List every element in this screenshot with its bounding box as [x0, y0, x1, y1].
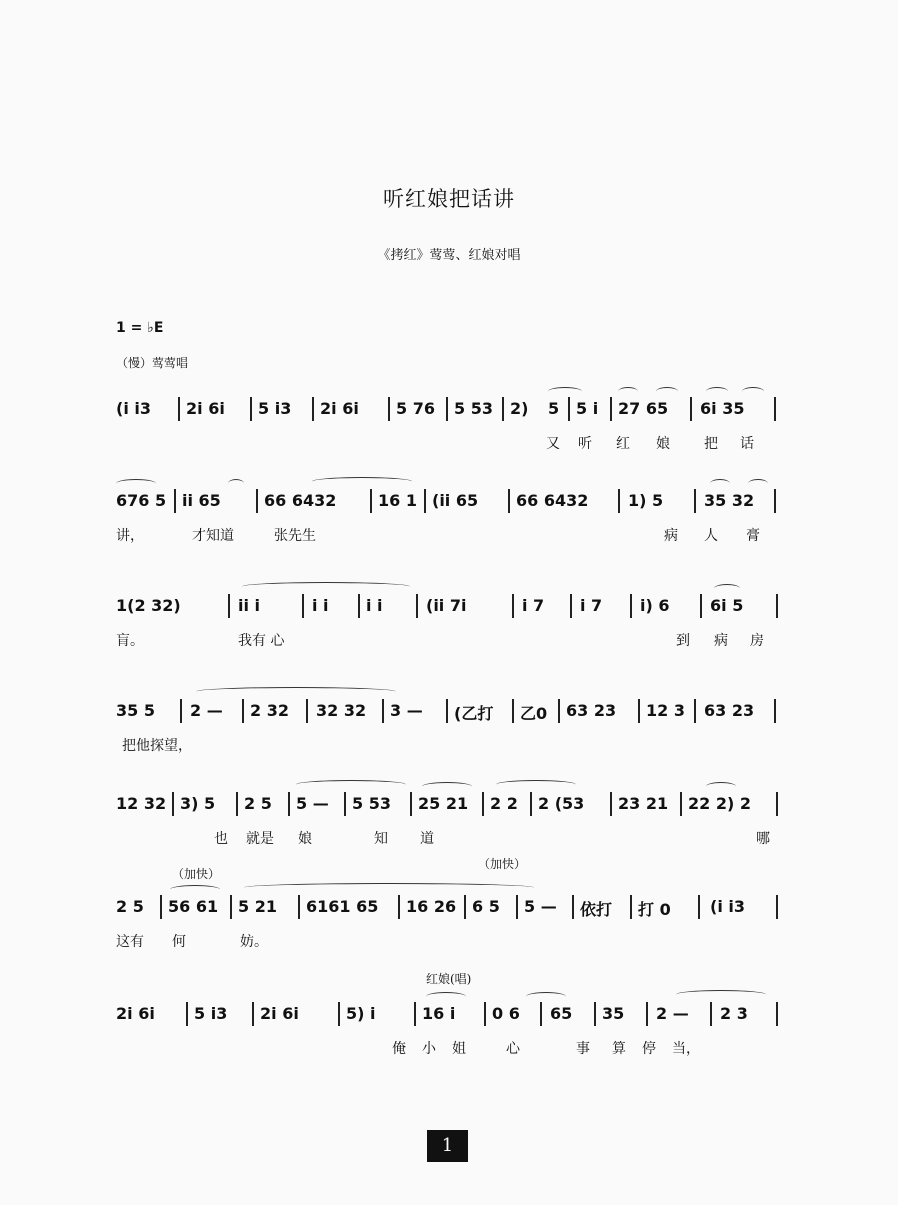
lyric: 房 — [750, 633, 764, 649]
measure: 5 i3 — [258, 399, 292, 418]
lyric: 当， — [672, 1041, 700, 1057]
lyric: 肓。 — [116, 633, 144, 649]
measure: 5 — — [296, 794, 329, 813]
lyric: 听 — [578, 436, 592, 452]
lyric: 算 — [612, 1041, 626, 1057]
page-subtitle: 《拷红》莺莺、红娘对唱 — [377, 248, 521, 263]
measure: ii 65 — [182, 491, 221, 510]
measure: 依打 — [580, 900, 613, 919]
measure: i) 6 — [640, 596, 670, 615]
measure: 2 5 — [244, 794, 272, 813]
lyric: 妨。 — [240, 934, 268, 950]
measure: 2i 6i — [260, 1004, 299, 1023]
page-number: 1 — [427, 1130, 468, 1162]
measure: 65 — [550, 1004, 573, 1023]
measure: 5) i — [346, 1004, 376, 1023]
lyrics-line — [116, 931, 780, 953]
lyric: 病 — [664, 528, 678, 544]
lyrics-line — [116, 1038, 780, 1060]
lyric: 姐 — [452, 1041, 466, 1057]
lyric: 才知道 — [192, 528, 234, 544]
measure: 66 6432 — [516, 491, 589, 510]
measure: 2) — [510, 399, 529, 418]
measure: 2i 6i — [186, 399, 225, 418]
lyric: 我有 心 — [238, 633, 285, 649]
measure: 5 53 — [454, 399, 493, 418]
measure: i 7 — [580, 596, 603, 615]
measure: 5 76 — [396, 399, 435, 418]
tempo-change: （加快） — [172, 867, 221, 881]
measure: 打 0 — [638, 900, 671, 919]
staff-system-3 — [116, 592, 780, 652]
lyrics-line — [116, 525, 780, 547]
lyric: 话 — [740, 436, 754, 452]
measure: 6i 35 — [700, 399, 745, 418]
notation-line — [116, 697, 780, 727]
measure: 3 — — [390, 701, 423, 720]
measure: 63 23 — [704, 701, 755, 720]
measure: 1(2 32) — [116, 596, 181, 615]
lyric: 张先生 — [274, 528, 316, 544]
measure: 6 5 — [472, 897, 500, 916]
measure: i i — [312, 596, 329, 615]
measure: 16 26 — [406, 897, 457, 916]
measure: 2i 6i — [116, 1004, 155, 1023]
lyric: 膏 — [746, 528, 760, 544]
staff-system-4 — [116, 697, 780, 757]
measure: 2 — — [190, 701, 223, 720]
measure: 12 32 — [116, 794, 167, 813]
measure: 5 53 — [352, 794, 391, 813]
lyric: 把他探望， — [122, 738, 192, 754]
measure: 2 3 — [720, 1004, 748, 1023]
measure: 12 3 — [646, 701, 685, 720]
tempo-change: （加快） — [478, 857, 527, 871]
lyric: 也 — [214, 831, 228, 847]
measure: 23 21 — [618, 794, 669, 813]
measure: 6161 65 — [306, 897, 379, 916]
lyrics-line — [116, 828, 780, 850]
measure: 3) 5 — [180, 794, 216, 813]
lyric: 俺 — [392, 1041, 406, 1057]
measure: i 7 — [522, 596, 545, 615]
measure: 5 — [548, 399, 560, 418]
lyric: 哪 — [756, 831, 770, 847]
measure: 5 21 — [238, 897, 277, 916]
measure: ii i — [238, 596, 261, 615]
lyric: 这有 — [116, 934, 144, 950]
measure: 16 i — [422, 1004, 456, 1023]
measure: 1) 5 — [628, 491, 664, 510]
measure: 56 61 — [168, 897, 219, 916]
measure: 0 6 — [492, 1004, 520, 1023]
lyric: 又 — [546, 436, 560, 452]
notation-line — [116, 893, 780, 923]
staff-system-7 — [116, 972, 780, 1060]
notation-line — [116, 790, 780, 820]
measure: 27 65 — [618, 399, 669, 418]
measure: 35 32 — [704, 491, 755, 510]
measure: (i i3 — [116, 399, 151, 418]
lyric: 事 — [576, 1041, 590, 1057]
measure: 35 — [602, 1004, 625, 1023]
measure: 32 32 — [316, 701, 367, 720]
lyric: 就是 — [246, 831, 274, 847]
measure: i i — [366, 596, 383, 615]
staff-system-6 — [116, 857, 780, 953]
measure: 5 i — [576, 399, 599, 418]
staff-system-2 — [116, 487, 780, 547]
lyric: 把 — [704, 436, 718, 452]
measure: 2i 6i — [320, 399, 359, 418]
tempo-marking: （慢）莺莺唱 — [116, 356, 189, 370]
measure: 676 5 — [116, 491, 167, 510]
staff-system-5 — [116, 790, 780, 850]
page-title: 听红娘把话讲 — [383, 187, 515, 211]
lyric: 娘 — [656, 436, 670, 452]
lyrics-line — [116, 433, 780, 455]
lyric: 病 — [714, 633, 728, 649]
lyric: 停 — [642, 1041, 656, 1057]
lyric: 红 — [616, 436, 630, 452]
measure: 25 21 — [418, 794, 469, 813]
measure: 22 2) 2 — [688, 794, 751, 813]
measure: (i i3 — [710, 897, 745, 916]
measure: 66 6432 — [264, 491, 337, 510]
notation-line — [116, 487, 780, 517]
lyrics-line — [116, 630, 780, 652]
key-signature: 1 = ♭E — [116, 320, 164, 336]
measure: 2 5 — [116, 897, 144, 916]
measure: 2 — — [656, 1004, 689, 1023]
measure: 5 i3 — [194, 1004, 228, 1023]
measure: (乙打 — [454, 704, 494, 723]
measure: 5 — — [524, 897, 557, 916]
measure: 2 (53 — [538, 794, 585, 813]
measure: 35 5 — [116, 701, 155, 720]
measure: 乙0 — [520, 704, 548, 723]
measure: 2 32 — [250, 701, 289, 720]
notation-line — [116, 395, 780, 425]
lyric: 道 — [420, 831, 434, 847]
lyric: 讲， — [116, 528, 144, 544]
lyric: 何 — [172, 934, 186, 950]
measure: 63 23 — [566, 701, 617, 720]
lyric: 小 — [422, 1041, 436, 1057]
lyric: 人 — [704, 528, 718, 544]
lyrics-line — [116, 735, 780, 757]
staff-system-1 — [116, 395, 780, 455]
lyric: 知 — [374, 831, 388, 847]
lyric: 娘 — [298, 831, 312, 847]
measure: (ii 65 — [432, 491, 479, 510]
lyric: 到 — [676, 633, 690, 649]
notation-line — [116, 592, 780, 622]
measure: 6i 5 — [710, 596, 744, 615]
singer-cue: 红娘(唱) — [426, 972, 472, 986]
measure: (ii 7i — [426, 596, 467, 615]
notation-line — [116, 1000, 780, 1030]
lyric: 心 — [506, 1041, 520, 1057]
measure: 2 2 — [490, 794, 518, 813]
measure: 16 1 — [378, 491, 417, 510]
